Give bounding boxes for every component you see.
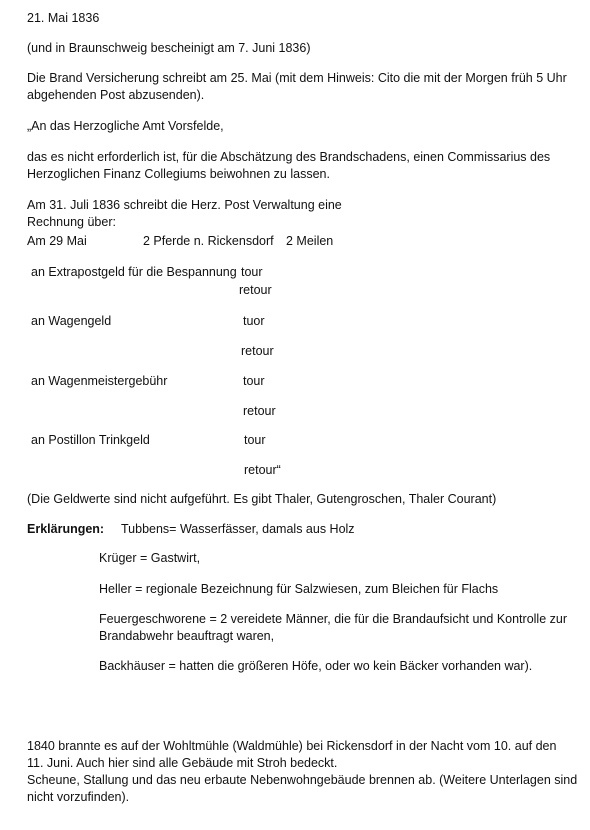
insurance-line-2: abgehenden Post abzusenden). (27, 88, 205, 102)
glossary-entry: Krüger = Gastwirt, (99, 551, 201, 565)
fire-1840-line-2: 11. Juni. Auch hier sind alle Gebäude mit Stroh bedeckt. (27, 756, 338, 770)
invoice-item-second: retour (243, 404, 276, 418)
trip-distance: 2 Meilen (286, 234, 334, 248)
letter-address: „An das Herzogliche Amt Vorsfelde, (27, 119, 224, 133)
glossary-entry: Backhäuser = hatten die größeren Höfe, oder wo kein Bäcker vorhanden war). (99, 659, 533, 673)
trip-date: Am 29 Mai (27, 234, 87, 248)
document-date: 21. Mai 1836 (27, 11, 100, 25)
invoice-item-second: retour“ (244, 463, 281, 477)
invoice-item-label: an Wagengeld (31, 314, 112, 328)
invoice-intro-line-1: Am 31. Juli 1836 schreibt die Herz. Post Verwaltung eine (27, 198, 342, 212)
glossary-title: Erklärungen: (27, 522, 105, 536)
fire-1840-line-3: Scheune, Stallung und das neu erbaute Nebenwohngebäude brennen ab. (Weitere Unterlagen sind (27, 773, 578, 787)
trip-route: 2 Pferde n. Rickensdorf (143, 234, 274, 248)
fire-1840-line-1: 1840 brannte es auf der Wohltmühle (Waldmühle) bei Rickensdorf in der Nacht vom 10. auf den (27, 739, 557, 753)
invoice-item-first: tour (243, 374, 265, 388)
invoice-item-label: an Postillon Trinkgeld (31, 433, 150, 447)
glossary-entry: Brandabwehr beauftragt waren, (99, 629, 275, 643)
invoice-item-first: tour (241, 265, 263, 279)
glossary-entry: Feuergeschworene = 2 vereidete Männer, die für die Brandaufsicht und Kontrolle zur (99, 612, 567, 626)
fire-1840-line-4: nicht vorzufinden). (27, 790, 130, 804)
glossary-entry: Heller = regionale Bezeichnung für Salzwiesen, zum Bleichen für Flachs (99, 582, 499, 596)
invoice-item-second: retour (241, 344, 274, 358)
insurance-line-1: Die Brand Versicherung schreibt am 25. Mai (mit dem Hinweis: Cito die mit der Morgen früh 5 Uhr (27, 71, 567, 85)
glossary-entry: Tubbens= Wasserfässer, damals aus Holz (121, 522, 355, 536)
invoice-intro-line-2: Rechnung über: (27, 215, 116, 229)
invoice-item-label: an Extrapostgeld für die Bespannung (31, 265, 237, 279)
invoice-item-second: retour (239, 283, 272, 297)
invoice-item-label: an Wagenmeistergebühr (31, 374, 168, 388)
invoice-item-first: tuor (243, 314, 265, 328)
currency-note: (Die Geldwerte sind nicht aufgeführt. Es gibt Thaler, Gutengroschen, Thaler Courant) (27, 492, 497, 506)
letter-body-line-1: das es nicht erforderlich ist, für die Abschätzung des Brandschadens, einen Commissarius des (27, 150, 551, 164)
letter-body-line-2: Herzoglichen Finanz Collegiums beiwohnen zu lassen. (27, 167, 330, 181)
confirmation-note: (und in Braunschweig bescheinigt am 7. Juni 1836) (27, 41, 311, 55)
invoice-item-first: tour (244, 433, 266, 447)
